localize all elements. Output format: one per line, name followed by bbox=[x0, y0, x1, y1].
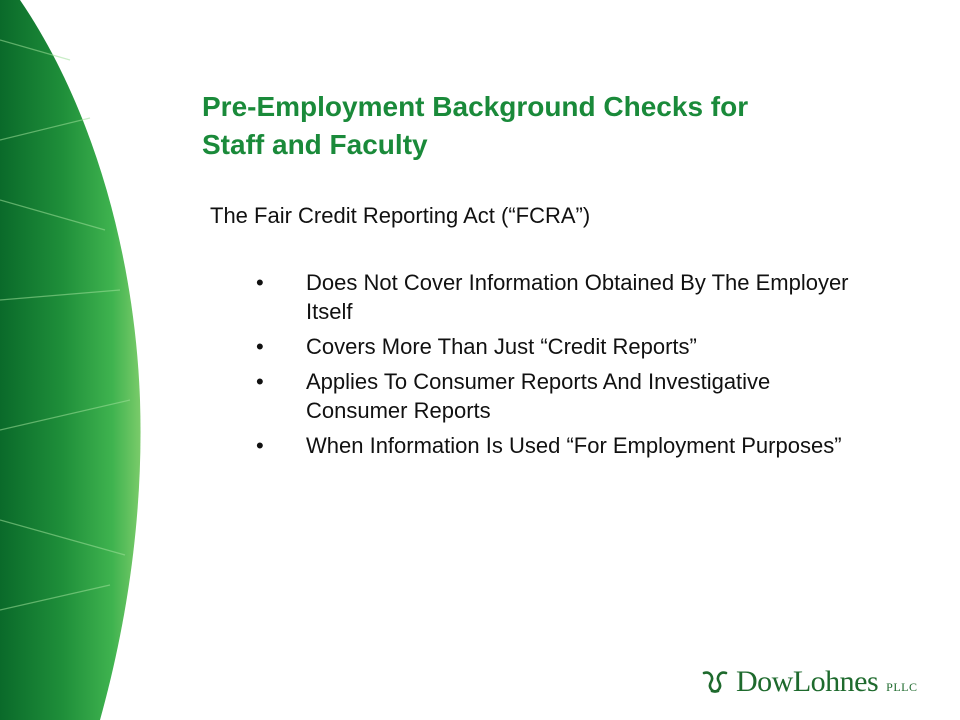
bullet-marker: • bbox=[256, 334, 264, 359]
company-logo bbox=[700, 664, 918, 700]
bullet-marker: • bbox=[256, 369, 264, 394]
bullet-text: Applies To Consumer Reports And Investigative Consumer Reports bbox=[306, 369, 771, 423]
bullet-list bbox=[256, 268, 856, 466]
logo-suffix: PLLC bbox=[886, 679, 918, 694]
bullet-text: When Information Is Used “For Employment Purposes” bbox=[306, 433, 842, 458]
bullet-item bbox=[256, 431, 856, 460]
bullet-marker: • bbox=[256, 433, 264, 458]
slide-subtitle: The Fair Credit Reporting Act (“FCRA”) bbox=[210, 203, 591, 228]
slide-title-line2: Staff and Faculty bbox=[202, 129, 428, 160]
bullet-item bbox=[256, 332, 856, 361]
dow-lohnes-logo-mark-icon bbox=[700, 667, 730, 697]
slide-title bbox=[202, 88, 902, 164]
slide-title-line1: Pre-Employment Background Checks for bbox=[202, 91, 749, 122]
bullet-text: Does Not Cover Information Obtained By The Employer Itself bbox=[306, 270, 849, 324]
bullet-text: Covers More Than Just “Credit Reports” bbox=[306, 334, 697, 359]
green-swoosh-decoration bbox=[0, 0, 160, 720]
bullet-marker: • bbox=[256, 270, 264, 295]
bullet-item bbox=[256, 268, 856, 326]
logo-name: DowLohnes bbox=[736, 665, 879, 698]
bullet-item bbox=[256, 367, 856, 425]
